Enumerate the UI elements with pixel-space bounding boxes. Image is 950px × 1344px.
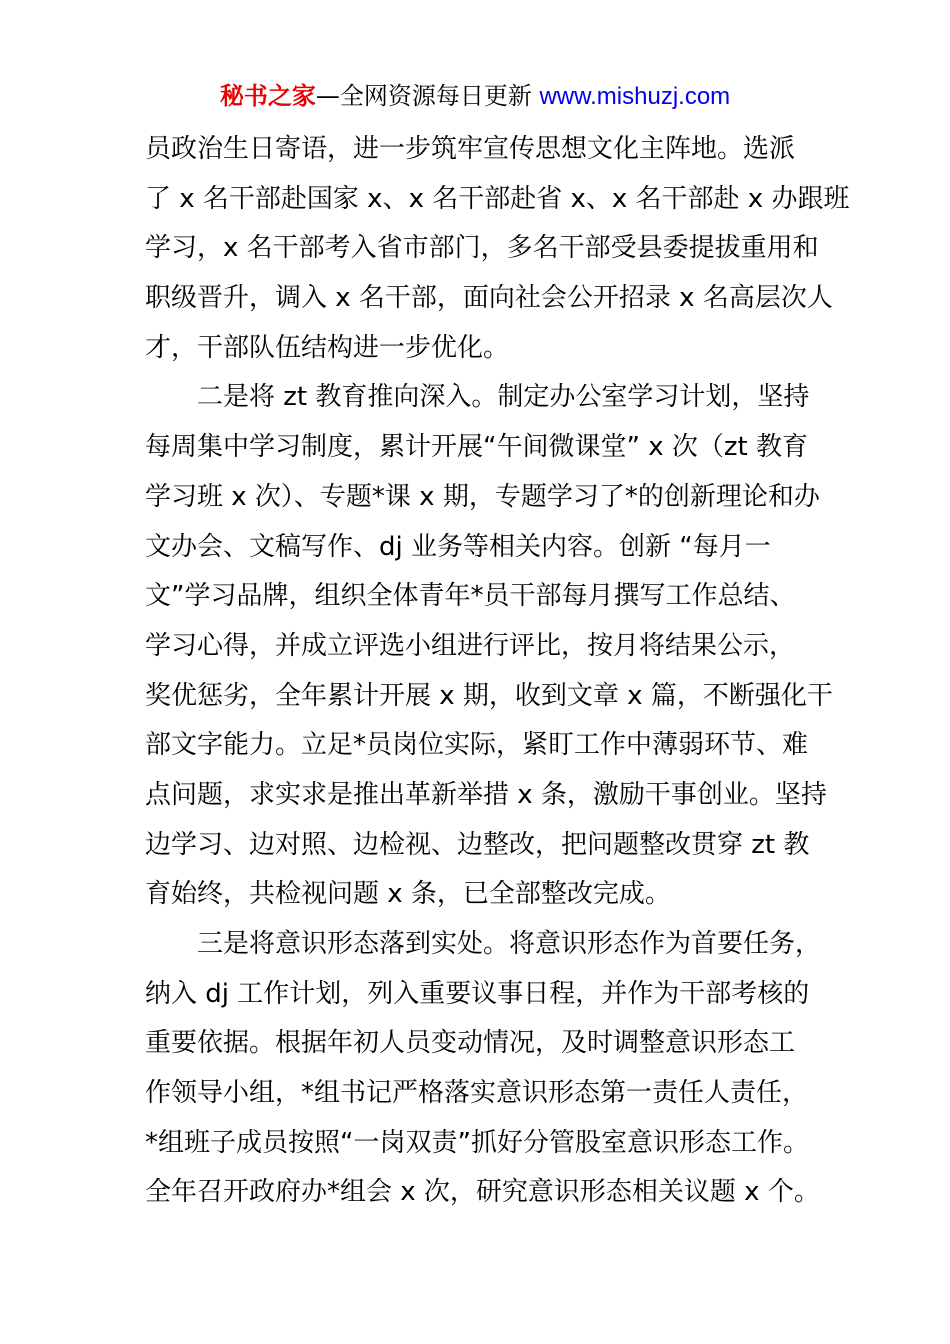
site-brand: 秘书之家 [219,82,316,110]
text-line: 全年召开政府办*组会 x 次，研究意识形态相关议题 x 个。 [145,1177,820,1208]
text-line: 员政治生日寄语，进一步筑牢宣传思想文化主阵地。选派 [145,134,796,164]
text-line: 点问题，求实求是推出革新举措 x 条，激励干事创业。坚持 [145,779,827,810]
text-line: *组班子成员按照“一岗双责”抓好分管股室意识形态工作。 [145,1127,809,1158]
paragraph-3-heading-line: 三是将意识形态落到实处。将意识形态作为首要任务， [197,929,822,959]
site-url[interactable]: www.mishuzj.com [539,83,731,110]
text-line: 部文字能力。立足*员岗位实际，紧盯工作中薄弱环节、难 [145,730,809,761]
document-body [145,125,850,1218]
text-line: 文办会、文稿写作、dj 业务等相关内容。创新 “每月一 [145,531,771,562]
text-line: 职级晋升，调入 x 名干部，面向社会公开招录 x 名高层次人 [145,283,833,314]
text-line: 纳入 dj 工作计划，列入重要议事日程，并作为干部考核的 [145,978,810,1009]
page-header [0,78,950,115]
text-line: 学习，x 名干部考入省市部门，多名干部受县委提拔重用和 [145,233,819,264]
text-line: 才，干部队伍结构进一步优化。 [145,332,510,363]
text-line: 学习班 x 次）、专题*课 x 期，专题学习了*的创新理论和办 [145,481,820,512]
text-line: 重要依据。根据年初人员变动情况，及时调整意识形态工 [145,1028,796,1059]
text-line: 育始终，共检视问题 x 条，已全部整改完成。 [145,879,671,910]
text-line: 每周集中学习制度，累计开展“午间微课堂” x 次（zt 教育 [145,432,808,463]
site-tagline: —全网资源每日更新 [315,82,540,110]
text-line: 学习心得，并成立评选小组进行评比，按月将结果公示， [145,630,796,661]
text-line: 了 x 名干部赴国家 x、x 名干部赴省 x、x 名干部赴 x 办跟班 [145,183,850,214]
paragraph-2-heading-line: 二是将 zt 教育推向深入。制定办公室学习计划，坚持 [197,382,810,413]
text-line: 边学习、边对照、边检视、边整改，把问题整改贯穿 zt 教 [145,829,810,860]
text-line: 文”学习品牌，组织全体青年*员干部每月撰写工作总结、 [145,581,796,612]
text-line: 奖优惩劣，全年累计开展 x 期，收到文章 x 篇，不断强化干 [145,680,833,711]
text-line: 作领导小组，*组书记严格落实意识形态第一责任人责任， [145,1078,809,1109]
